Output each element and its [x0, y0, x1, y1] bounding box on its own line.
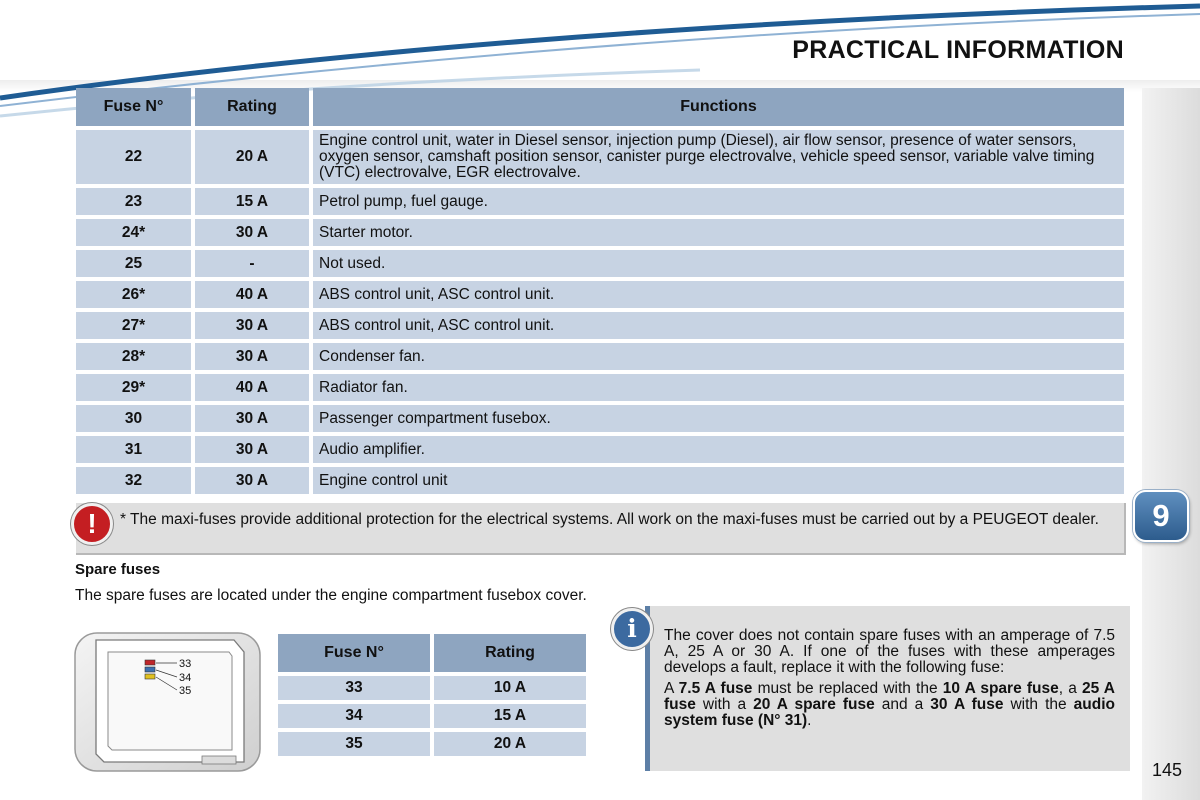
fuse-34-marker [145, 667, 155, 672]
info-bold-span: audio system fuse (N° 31) [664, 696, 1115, 729]
diagram-label-34: 34 [179, 672, 192, 684]
fuse-rating: 40 A [195, 281, 309, 308]
table-row [76, 405, 1124, 432]
fuse-number: 31 [76, 436, 191, 463]
table-row [278, 732, 586, 756]
column-header-rating: Rating [434, 634, 586, 672]
fuse-number: 24* [76, 219, 191, 246]
info-text-span: A [664, 680, 679, 697]
fuse-function: ABS control unit, ASC control unit. [313, 312, 1124, 339]
table-row [76, 312, 1124, 339]
fuse-rating: 40 A [195, 374, 309, 401]
info-text-span: and a [874, 696, 931, 713]
fuse-rating: 30 A [195, 312, 309, 339]
fuse-table [72, 84, 1128, 498]
spare-fuses-heading: Spare fuses [75, 561, 161, 578]
table-row [278, 676, 586, 700]
table-row [76, 436, 1124, 463]
chapter-tab[interactable]: 9 [1133, 490, 1189, 542]
fuse-number: 25 [76, 250, 191, 277]
fuse-number: 22 [76, 130, 191, 184]
spare-fuse-table [274, 630, 590, 760]
page-title: PRACTICAL INFORMATION [792, 36, 1124, 64]
fuse-function: Petrol pump, fuel gauge. [313, 188, 1124, 215]
fuse-function: Not used. [313, 250, 1124, 277]
info-bold-span: 30 A fuse [930, 696, 1004, 713]
table-row [278, 704, 586, 728]
fuse-rating: - [195, 250, 309, 277]
fuse-function: ABS control unit, ASC control unit. [313, 281, 1124, 308]
exclamation-icon: ! [71, 503, 113, 545]
table-header-row [76, 88, 1124, 126]
info-bold-span: 25 A fuse [664, 680, 1115, 713]
table-row [76, 130, 1124, 184]
fuse-function: Condenser fan. [313, 343, 1124, 370]
info-bold-span: 20 A spare fuse [753, 696, 875, 713]
fuse-number: 35 [278, 732, 430, 756]
fuse-rating: 30 A [195, 219, 309, 246]
fuse-rating: 15 A [195, 188, 309, 215]
info-text-span: with the [1003, 696, 1074, 713]
fuse-number: 32 [76, 467, 191, 494]
fuse-number: 29* [76, 374, 191, 401]
fuse-function: Passenger compartment fusebox. [313, 405, 1124, 432]
info-paragraph-1: The cover does not contain spare fuses with an amperage of 7.5 A, 25 A or 30 A. If one of the fuses with these amperages develops a fault, replace it with the following fuse: [664, 627, 1115, 676]
info-text-span: must be replaced with the [752, 680, 943, 697]
fuse-rating: 30 A [195, 436, 309, 463]
side-margin-strip [1142, 88, 1200, 800]
fuse-number: 33 [278, 676, 430, 700]
table-header-row [278, 634, 586, 672]
table-row [76, 188, 1124, 215]
table-row [76, 281, 1124, 308]
table-row [76, 343, 1124, 370]
fuse-33-marker [145, 660, 155, 665]
column-header-fuse: Fuse N° [278, 634, 430, 672]
table-row [76, 467, 1124, 494]
fuse-number: 28* [76, 343, 191, 370]
info-bold-span: 7.5 A fuse [678, 680, 753, 697]
info-note-text [664, 628, 1115, 734]
fuse-number: 34 [278, 704, 430, 728]
fuse-rating: 20 A [434, 732, 586, 756]
fuse-number: 30 [76, 405, 191, 432]
column-header-functions: Functions [313, 88, 1124, 126]
info-text-span: , a [1058, 680, 1082, 697]
diagram-label-33: 33 [179, 658, 192, 670]
fuse-rating: 15 A [434, 704, 586, 728]
fuse-function: Engine control unit, water in Diesel sensor, injection pump (Diesel), air flow sensor, presence of water sensors, oxygen sensor, camshaft position sensor, canister purge electrovalve, vehicle speed sensor, variable valve timing (VTC) electrovalve, EGR electrovalve. [313, 130, 1124, 184]
info-text-span: with a [695, 696, 754, 713]
info-paragraph-2 [664, 681, 1115, 729]
fuse-number: 27* [76, 312, 191, 339]
table-row [76, 250, 1124, 277]
fuse-function: Radiator fan. [313, 374, 1124, 401]
table-row [76, 374, 1124, 401]
fuse-function: Engine control unit [313, 467, 1124, 494]
fuse-rating: 30 A [195, 343, 309, 370]
fuse-number: 26* [76, 281, 191, 308]
diagram-label-35: 35 [179, 685, 192, 697]
info-bold-span: 10 A spare fuse [942, 680, 1059, 697]
fuse-rating: 30 A [195, 405, 309, 432]
fuse-number: 23 [76, 188, 191, 215]
spare-fuses-description: The spare fuses are located under the engine compartment fusebox cover. [75, 587, 587, 604]
fuse-35-marker [145, 674, 155, 679]
info-icon: i [611, 608, 653, 650]
fuse-rating: 30 A [195, 467, 309, 494]
fuse-function: Starter motor. [313, 219, 1124, 246]
warning-note-text: * The maxi-fuses provide additional protection for the electrical systems. All work on the maxi-fuses must be carried out by a PEUGEOT dealer. [120, 511, 1099, 528]
info-text-span: . [807, 712, 812, 729]
fuse-rating: 20 A [195, 130, 309, 184]
page-number: 145 [1152, 760, 1183, 780]
column-header-rating: Rating [195, 88, 309, 126]
fuse-function: Audio amplifier. [313, 436, 1124, 463]
table-row [76, 219, 1124, 246]
column-header-fuse: Fuse N° [76, 88, 191, 126]
fusebox-cover-diagram [74, 632, 261, 772]
fuse-rating: 10 A [434, 676, 586, 700]
